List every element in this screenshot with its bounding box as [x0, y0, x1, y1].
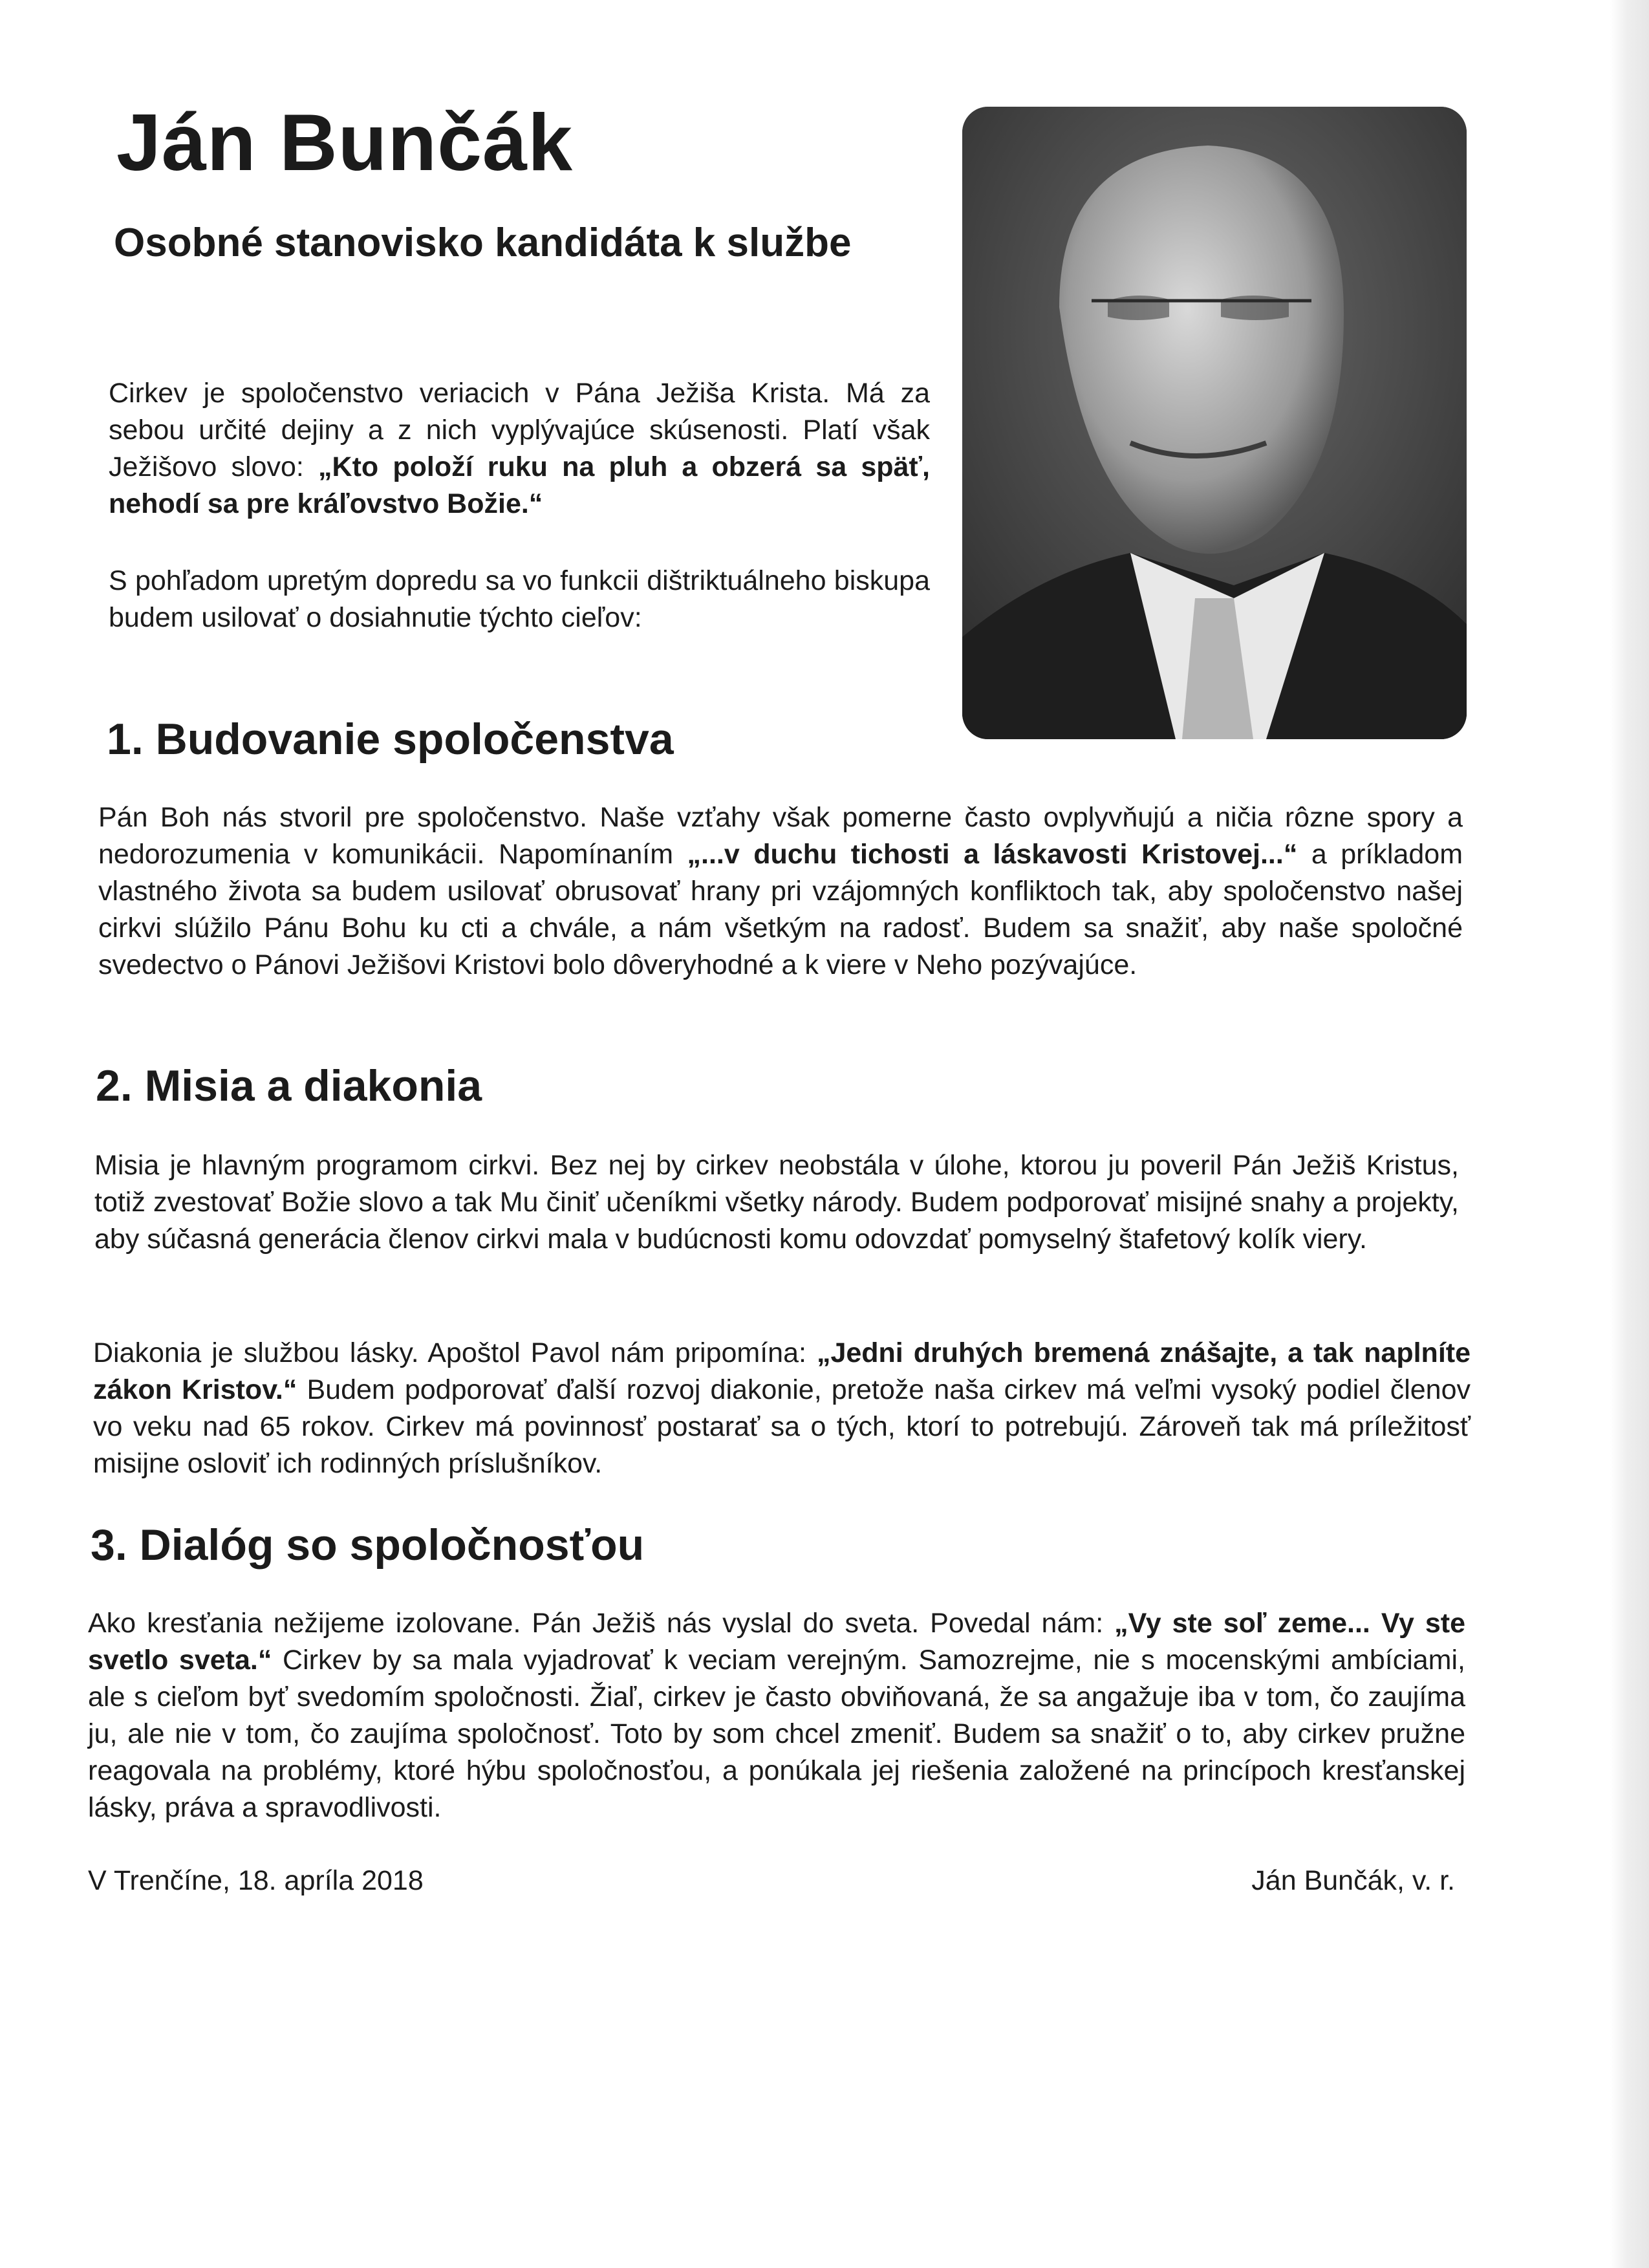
- section-community-paragraph: [98, 799, 1463, 984]
- community-text-after: a príkladom vlastného života sa budem usilovať obrusovať hrany pri vzájomných konfliktoch tak, aby spoločenstvo našej cirkvi slúžilo Pánu Bohu ku cti a chvále, a nám všetkým na radosť. Budem sa snažiť, aby naše spoločné svedectvo o Pánovi Ježišovi Kristovi bolo dôveryhodné a k viere v Neho pozývajúce.: [98, 839, 1463, 980]
- page-subtitle: Osobné stanovisko kandidáta k službe: [114, 221, 852, 265]
- candidate-portrait-photo: [962, 107, 1467, 739]
- section-diakonia-paragraph: [93, 1335, 1471, 1482]
- intro-paragraph: [109, 375, 930, 523]
- section-heading-dialogue: 3. Dialóg so spoločnosťou: [91, 1520, 645, 1570]
- scan-edge: [1610, 0, 1649, 2268]
- diakonia-text-after: Budem podporovať ďalší rozvoj diakonie, pretože naša cirkev má veľmi vysoký podiel členov vo veku nad 65 rokov. Cirkev má povinnosť postarať sa o tých, ktorí to potrebujú. Zároveň tak má príležitosť misijne osloviť ich rodinných príslušníkov.: [93, 1374, 1471, 1479]
- community-text-before: Pán Boh nás stvoril pre spoločenstvo. Naše vzťahy však pomerne často ovplyvňujú a ničia rôzne spory a nedorozumenia v komunikácii. Napomínaním: [98, 802, 1463, 870]
- intro-quote: „Kto položí ruku na pluh a obzerá sa späť, nehodí sa pre kráľovstvo Božie.“: [109, 451, 930, 519]
- community-quote: „...v duchu tichosti a láskavosti Kristovej...“: [687, 839, 1298, 870]
- intro-text: Cirkev je spoločenstvo veriacich v Pána Ježiša Krista. Má za sebou určité dejiny a z nich vyplývajúce skúsenosti. Platí však Ježišovo slovo:: [109, 378, 930, 482]
- diakonia-text-before: Diakonia je službou lásky. Apoštol Pavol nám pripomína:: [93, 1337, 817, 1368]
- signature: Ján Bunčák, v. r.: [1251, 1865, 1455, 1896]
- section-dialogue-paragraph: [88, 1605, 1465, 1826]
- section-mission-paragraph: Misia je hlavným programom cirkvi. Bez nej by cirkev neobstála v úlohe, ktorou ju poveril Pán Ježiš Kristus, totiž zvestovať Božie slovo a tak Mu činiť učeníkmi všetky národy. Budem podporovať misijné snahy a projekty, aby súčasná generácia členov cirkvi mala v budúcnosti komu odovzdať pomyselný štafetový kolík viery.: [94, 1150, 1459, 1255]
- dialogue-quote: „Vy ste soľ zeme... Vy ste svetlo sveta.“: [88, 1608, 1465, 1676]
- section-heading-mission: 2. Misia a diakonia: [96, 1061, 482, 1110]
- goals-intro-paragraph: S pohľadom upretým dopredu sa vo funkcii dištriktuálneho biskupa budem usilovať o dosiahnutie týchto cieľov:: [109, 565, 930, 633]
- dialogue-text-after: Cirkev by sa mala vyjadrovať k veciam verejným. Samozrejme, nie s mocenskými ambíciami, ale s cieľom byť svedomím spoločnosti. Žiaľ, cirkev je často obviňovaná, že sa angažuje iba v tom, čo zaujíma ju, ale nie v tom, čo zaujíma spoločnosť. Toto by som chcel zmeniť. Budem sa snažiť o to, aby cirkev pružne reagovala na problémy, ktoré hýbu spoločnosťou, a ponúkala jej riešenia založené na princípoch kresťanskej lásky, práva a spravodlivosti.: [88, 1645, 1465, 1823]
- place-and-date: V Trenčíne, 18. apríla 2018: [88, 1865, 424, 1896]
- section-heading-community: 1. Budovanie spoločenstva: [107, 715, 674, 764]
- dialogue-text-before: Ako kresťania nežijeme izolovane. Pán Ježiš nás vyslal do sveta. Povedal nám:: [88, 1608, 1115, 1639]
- diakonia-quote: „Jedni druhých bremená znášajte, a tak naplníte zákon Kristov.“: [93, 1337, 1471, 1405]
- portrait-illustration: [962, 107, 1467, 739]
- candidate-name: Ján Bunčák: [116, 98, 574, 188]
